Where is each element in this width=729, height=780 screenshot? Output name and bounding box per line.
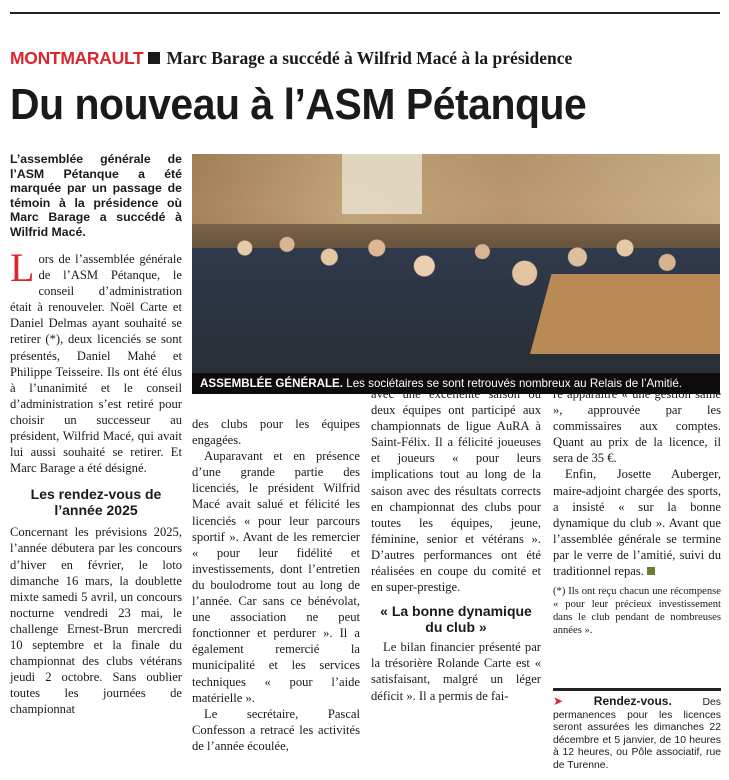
paragraph-gestion: re apparaître « une gestion saine », approuvée par les commissaires aux comptes. Quant au prix de la licence, il sera de 35 €. bbox=[553, 387, 721, 466]
drop-cap: L bbox=[10, 245, 35, 290]
column-1 bbox=[10, 152, 182, 717]
paragraph-bilan: Le bilan financier présenté par la trésorière Rolande Carte est « satisfaisant, malgré un léger déficit ». Il a permis de fai- bbox=[371, 640, 541, 703]
kicker-place: MONTMARAULT bbox=[10, 48, 144, 68]
paragraph-president: Auparavant et en présence d’une grande partie des licenciés, le président Wilfrid Macé avait salué et félicité les licenciés « pour leur parcours sportif ». Avant de les remercier « pour leur fidélité et investissements, dont l’entretien du boulodrome tout au long de l’année. Car sans ce bénévolat, une association ne peut fonctionner et perdurer ». Il a également remercié la municipalité et les services techniques « pour l’aide matérielle ». bbox=[192, 449, 360, 705]
chapo: L’assemblée générale de l’ASM Pétanque a été marquée par un passage de témoin à la présidence où Marc Barage a succédé à Wilfrid Macé. bbox=[10, 152, 182, 239]
photo-table bbox=[530, 274, 720, 354]
subhead-rendez-vous-2025: Les rendez-vous de l’année 2025 bbox=[30, 486, 162, 519]
paragraph-enfin-text: Enfin, Josette Auberger, maire-adjoint chargée des sports, a insisté « sur la bonne dynamique du club ». Avant que l’assemblée générale se termine par le verre de l’amitié, suivi du traditionnel repas. bbox=[553, 467, 721, 579]
column-2 bbox=[192, 416, 360, 754]
paragraph-previsions: Concernant les prévisions 2025, l’année débutera par les concours d’hiver en février, le loto dimanche 16 mars, la doublette mixte samedi 5 avril, un concours nocturne vendredi 23 mai, le challenge Ernest-Brun mercredi 10 septembre et la finale du championnat des clubs vétérans jeudi 2 octobre. Sans oublier toutes les journées de championnat bbox=[10, 525, 182, 717]
rendez-vous-text bbox=[553, 695, 721, 773]
kicker bbox=[10, 48, 572, 69]
photo-assemblee bbox=[192, 154, 720, 394]
column-4 bbox=[553, 386, 721, 637]
rendez-vous-label: Rendez-vous. bbox=[593, 694, 672, 708]
paragraph-clubs: des clubs pour les équipes engagées. bbox=[192, 417, 360, 448]
footnote: (*) Ils ont reçu chacun une récompense « pour leur précieux investissement dans le club pendant de nombreuses années ». bbox=[553, 586, 721, 637]
paragraph-secretaire: Le secrétaire, Pascal Confesson a retracé les activités de l’année écoulée, bbox=[192, 706, 360, 753]
kicker-square bbox=[148, 52, 160, 64]
kicker-subtitle: Marc Barage a succédé à Wilfrid Macé à la présidence bbox=[166, 48, 573, 68]
arrow-icon: ➤ bbox=[553, 694, 564, 708]
subhead-bonne-dynamique: « La bonne dynamique du club » bbox=[380, 603, 532, 636]
end-mark bbox=[647, 567, 655, 575]
column-3 bbox=[371, 386, 541, 704]
top-rule bbox=[10, 12, 720, 14]
rendez-vous-box bbox=[553, 688, 721, 773]
paragraph-intro-text: ors de l’assemblée générale de l’ASM Pétanque, le conseil d’administration était à renouveler. Noël Carte et Daniel Delmas ayant souhaité se retirer (*), deux licenciés se sont présentés, Daniel Mahé et Philippe Teisseire. Ils ont été élus à l’unanimité et le conseil d’administration s’est retiré pour choisir un successeur au président, Wilfrid Macé, qui avait lui aussi souhaité se retirer. Et Marc Barage a été désigné. bbox=[10, 252, 182, 476]
caption-label: ASSEMBLÉE GÉNÉRALE. bbox=[200, 377, 344, 390]
rendez-vous-body: Des permanences pour les licences seront assurées les dimanches 22 décembre et 5 janvier, de 10 heures à 12 heures, ou Pôle associatif, rue de Turenne. bbox=[553, 697, 721, 771]
headline: Du nouveau à l’ASM Pétanque bbox=[10, 80, 587, 129]
paragraph-enfin bbox=[553, 466, 721, 579]
paragraph-intro bbox=[10, 245, 182, 476]
paragraph-saison: avec une excellente saison ou deux équipes ont participé aux championnats de ligue AuRA à Saint-Félix. Il a félicité joueuses et joueurs « pour leurs implications tout au long de la saison avec des résultats corrects en championnat des clubs pour toutes les équipes, jeune, féminine, senior et vétérans ». D’autres performances ont été réalisées en coupe du comité et en super-prestige. bbox=[371, 387, 541, 595]
caption-text: Les sociétaires se sont retrouvés nombreux au Relais de l’Amitié. bbox=[346, 377, 682, 390]
